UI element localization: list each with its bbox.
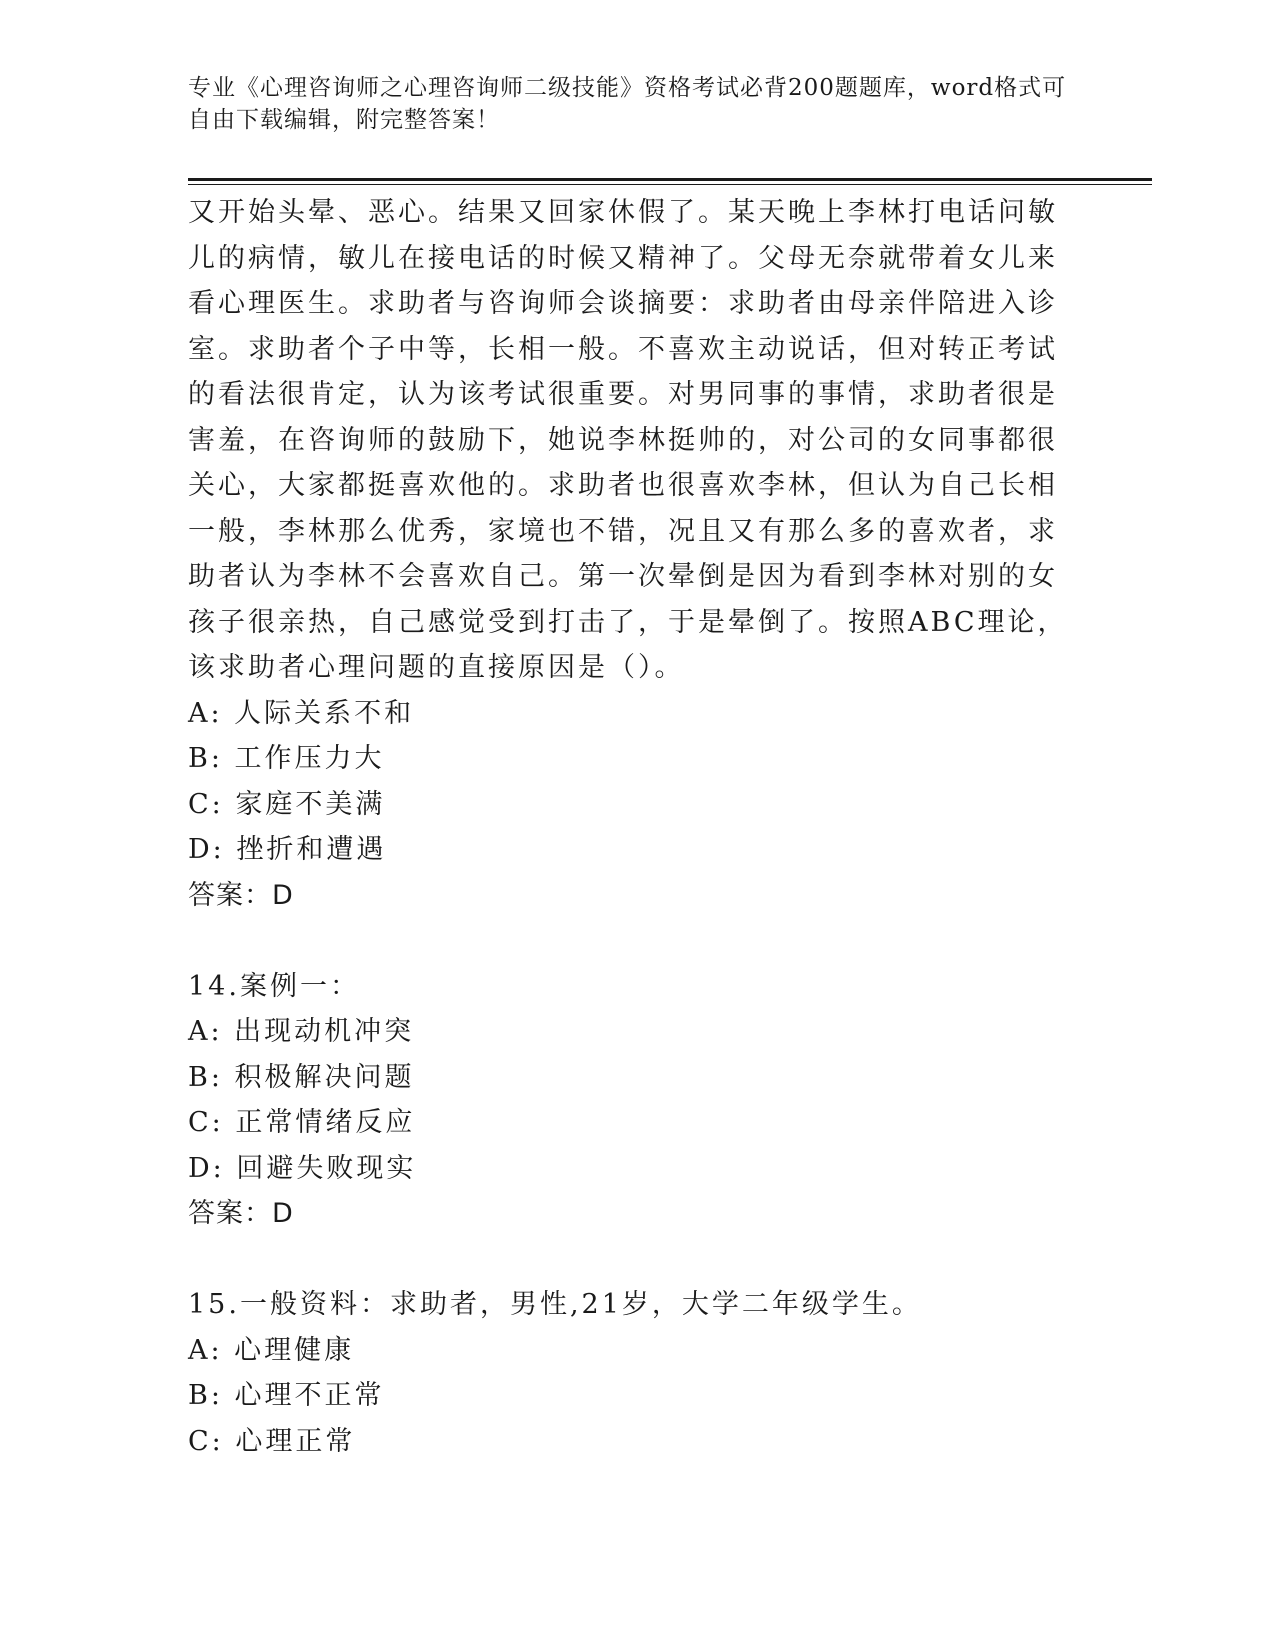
document-header: 专业《心理咨询师之心理咨询师二级技能》资格考试必背200题题库，word格式可自由下载编辑，附完整答案！ (188, 75, 1067, 133)
question-13-option-a: A: 人际关系不和 (188, 697, 415, 729)
question-14-option-a: A: 出现动机冲突 (188, 1016, 415, 1047)
question-14-stem: 14.案例一： (188, 970, 360, 1002)
header-divider-thick (188, 178, 1152, 181)
question-13-option-d: D: 挫折和遭遇 (188, 834, 387, 865)
question-14-answer: 答案：D (188, 1198, 294, 1229)
question-spacer (188, 1237, 1068, 1283)
question-14-option-b: B: 积极解决问题 (188, 1061, 415, 1093)
question-spacer (188, 918, 1068, 964)
header-divider-thin (188, 184, 1152, 185)
question-15-option-a: A: 心理健康 (188, 1334, 355, 1366)
question-14-option-d: D: 回避失败现实 (188, 1152, 417, 1184)
question-13-option-b: B: 工作压力大 (188, 743, 385, 774)
question-13-stem: 又开始头晕、恶心。结果又回家休假了。某天晚上李林打电话问敏儿的病情，敏儿在接电话的时候又精神了。父母无奈就带着女儿来看心理医生。求助者与咨询师会谈摘要：求助者由母亲伴陪进入诊室。求助者个子中等，长相一般。不喜欢主动说话，但对转正考试的看法很肯定，认为该考试很重要。对男同事的事情，求助者很是害羞，在咨询师的鼓励下，她说李林挺帅的，对公司的女同事都很关心，大家都挺喜欢他的。求助者也很喜欢李林，但认为自己长相一般，李林那么优秀，家境也不错，况且又有那么多的喜欢者，求助者认为李林不会喜欢自己。第一次晕倒是因为看到李林对别的女孩子很亲热，自己感觉受到打击了，于是晕倒了。按照ABC理论，该求助者心理问题的直接原因是（）。 (188, 197, 1068, 683)
question-13-option-c: C: 家庭不美满 (188, 788, 386, 820)
question-13-answer: 答案：D (188, 879, 294, 911)
question-15-stem: 15.一般资料：求助者，男性,21岁，大学二年级学生。 (188, 1289, 922, 1320)
question-15-option-c: C: 心理正常 (188, 1425, 356, 1457)
document-body (188, 190, 1068, 1464)
question-15-option-b: B: 心理不正常 (188, 1380, 385, 1411)
question-14-option-c: C: 正常情绪反应 (188, 1107, 416, 1138)
